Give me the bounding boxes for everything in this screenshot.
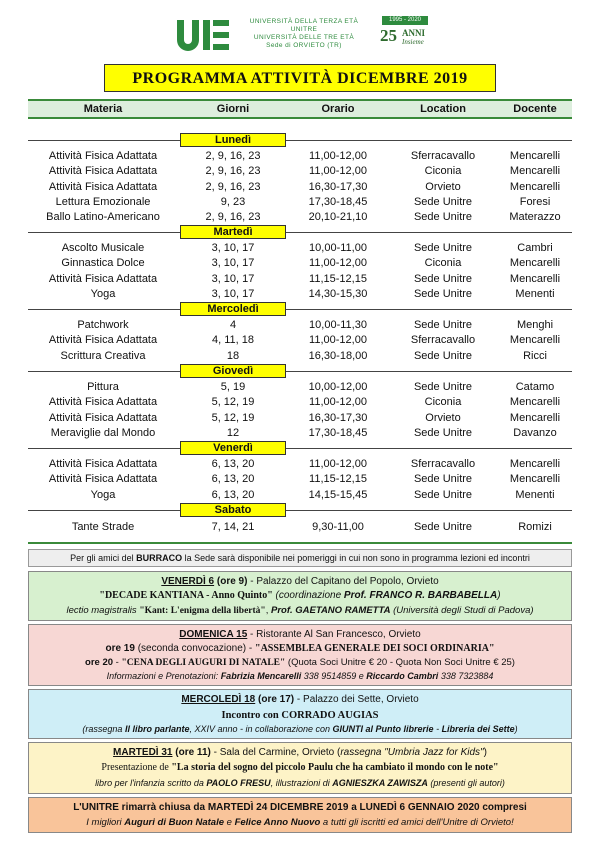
burraco-post: la Sede sarà disponibile nei pomeriggi in cui non sono in programma lezioni ed incontri	[182, 553, 530, 563]
cell-materia: Ginnastica Dolce	[61, 257, 145, 270]
table-row	[28, 426, 572, 440]
event-4-line-1	[29, 747, 571, 758]
event-assemblea	[28, 624, 572, 686]
cell-location: Sede Unitre	[413, 381, 473, 393]
event-2-info: Informazioni e Prenotazioni:	[106, 671, 221, 681]
anni-insieme: Insieme	[402, 38, 424, 46]
anni-number: 25	[380, 26, 397, 45]
cell-location: Ciconia	[424, 165, 462, 178]
event-4-libro-3: (presenti gli autori)	[427, 778, 505, 788]
event-2-contact-1: Fabrizia Mencarelli	[220, 671, 302, 681]
cell-giorni: 12	[226, 426, 240, 439]
cell-materia: Yoga	[90, 488, 116, 501]
event-2-tel-2: 338 7323884	[438, 671, 494, 681]
cell-location: Sede Unitre	[413, 319, 473, 331]
cell-docente: Mencarelli	[509, 165, 561, 178]
cell-location: Orvieto	[425, 180, 461, 193]
cell-giorni: 9, 23	[220, 195, 246, 208]
table-row	[28, 472, 572, 486]
burraco-notice	[28, 549, 572, 567]
table-row	[28, 380, 572, 394]
event-2-line-1	[29, 629, 571, 640]
cell-materia: Attività Fisica Adattata	[48, 150, 158, 162]
table-row	[28, 395, 572, 409]
cell-orario: 11,00-12,00	[309, 165, 367, 178]
cell-location: Sede Unitre	[413, 426, 473, 439]
anniversary-badge	[378, 16, 438, 52]
cell-orario: 11,15-12,15	[309, 473, 367, 486]
table-row	[28, 333, 572, 347]
event-3-line-2	[29, 709, 571, 721]
anni-years: 1995 - 2020	[382, 16, 428, 25]
table-row	[28, 164, 572, 178]
event-4-pres: Presentazione de	[101, 762, 172, 773]
cell-location: Sede Unitre	[413, 272, 473, 285]
cell-orario: 11,00-12,00	[309, 257, 367, 270]
event-3-place: - Palazzo dei Sette, Orvieto	[294, 694, 419, 705]
burraco-pre: Per gli amici del	[70, 553, 137, 563]
event-4-line-2	[29, 762, 571, 773]
event-3-rass-4: )	[514, 724, 518, 734]
cell-orario: 20,10-21,10	[308, 211, 368, 224]
event-2-ore20: ore 20	[85, 657, 114, 668]
event-1-place: - Palazzo del Capitano del Popolo, Orvieto	[247, 576, 439, 587]
table-row	[28, 256, 572, 270]
event-4-libro-1: libro per l'infanzia scritto da	[95, 778, 207, 788]
cell-materia: Tante Strade	[71, 521, 135, 533]
closing-line-2	[29, 817, 571, 828]
cell-docente: Mencarelli	[509, 257, 561, 270]
event-3-rass-name: Il libro parlante	[124, 724, 190, 734]
cell-materia: Attività Fisica Adattata	[48, 334, 158, 347]
event-3-giunti: GIUNTI al Punto librerie	[332, 724, 434, 734]
closing-line-1: L'UNITRE rimarrà chiusa da MARTEDÌ 24 DICEMBRE 2019 a LUNEDÌ 6 GENNAIO 2020 compresi	[73, 802, 527, 813]
cell-materia: Pittura	[87, 381, 119, 393]
event-1-lectio: lectio magistralis	[66, 605, 140, 616]
cell-docente: Mencarelli	[509, 473, 561, 486]
cell-giorni: 3, 10, 17	[211, 242, 255, 254]
event-decade-kantiana	[28, 571, 572, 621]
cell-orario: 16,30-17,30	[308, 411, 368, 424]
cell-orario: 16,30-17,30	[308, 180, 368, 193]
table-row	[28, 149, 572, 163]
day-label: Lunedì	[180, 133, 286, 147]
event-4-date: MARTEDÌ 31	[113, 747, 173, 758]
event-4-author: PAOLO FRESU	[206, 778, 271, 788]
cell-docente: Menghi	[516, 319, 554, 331]
event-1-title: "DECADE KANTIANA - Anno Quinto"	[99, 590, 273, 601]
table-row	[28, 287, 572, 301]
event-2-tel-1: 338 9514859 e	[301, 671, 367, 681]
table-row	[28, 180, 572, 194]
cell-location: Ciconia	[424, 396, 462, 409]
cell-materia: Attività Fisica Adattata	[48, 396, 158, 409]
table-row	[28, 241, 572, 255]
cell-location: Sede Unitre	[413, 521, 473, 533]
uni-line-3: UNIVERSITÀ DELLE TRE ETÀ	[253, 34, 355, 41]
day-separator	[28, 510, 572, 511]
event-4-illustr: AGNIESZKA ZAWISZA	[332, 778, 428, 788]
cell-materia: Attività Fisica Adattata	[48, 180, 158, 193]
cell-location: Sferracavallo	[410, 334, 476, 347]
table-row	[28, 457, 572, 471]
day-separator	[28, 140, 572, 141]
cell-orario: 10,00-11,30	[309, 319, 367, 331]
event-3-line-3	[29, 724, 571, 734]
cell-docente: Menenti	[515, 488, 555, 501]
cell-orario: 11,00-12,00	[309, 458, 367, 470]
col-materia: Materia	[83, 103, 123, 115]
cell-giorni: 6, 13, 20	[211, 488, 255, 501]
table-row	[28, 318, 572, 332]
cell-materia: Yoga	[90, 287, 116, 300]
cell-giorni: 2, 9, 16, 23	[205, 211, 261, 224]
event-1-lectio-title: "Kant: L'enigma della libertà"	[139, 606, 266, 616]
col-docente: Docente	[513, 103, 557, 115]
cell-materia: Patchwork	[77, 319, 129, 331]
event-3-rass-1: (rassegna	[82, 724, 125, 734]
event-4-book: "La storia del sogno del piccolo Paulu che ha cambiato il mondo con le note"	[171, 762, 499, 773]
burraco-bold: BURRACO	[136, 553, 183, 563]
table-row	[28, 411, 572, 425]
cell-location: Sede Unitre	[413, 287, 473, 300]
cell-giorni: 6, 13, 20	[211, 458, 255, 470]
day-label: Martedì	[180, 225, 286, 239]
cell-docente: Cambri	[517, 242, 553, 254]
event-2-dash: -	[113, 657, 122, 668]
event-2-line-4	[29, 671, 571, 681]
event-2-quota: (Quota Soci Unitre € 20 - Quota Non Soci Unitre € 25)	[285, 657, 515, 668]
cell-giorni: 2, 9, 16, 23	[205, 180, 261, 193]
closing-2e: a tutti gli iscritti ed amici dell'Unitre di Orvieto!	[320, 817, 514, 828]
closing-2b: Auguri di Buon Natale	[124, 817, 225, 828]
cell-location: Sede Unitre	[413, 488, 473, 501]
cell-giorni: 3, 10, 17	[211, 272, 255, 285]
unitre-logo-icon	[175, 18, 231, 52]
table-row	[28, 349, 572, 363]
event-1-date: VENERDÌ 6	[161, 576, 215, 587]
closing-2c: e	[224, 817, 235, 828]
event-2-cena: "CENA DEGLI AUGURI DI NATALE"	[121, 658, 286, 668]
col-orario: Orario	[321, 103, 355, 115]
cell-docente: Mencarelli	[509, 411, 561, 424]
cell-orario: 17,30-18,45	[308, 195, 368, 208]
cell-orario: 17,30-18,45	[308, 426, 368, 439]
cell-materia: Meraviglie dal Mondo	[50, 426, 156, 439]
event-3-date: MERCOLEDÌ 18	[181, 694, 256, 705]
cell-materia: Attività Fisica Adattata	[48, 272, 158, 285]
closing-2d: Felice Anno Nuovo	[234, 817, 321, 828]
event-1-coord-end: )	[497, 590, 501, 601]
cell-docente: Mencarelli	[509, 150, 561, 162]
uni-line-2: UNITRE	[290, 26, 318, 33]
cell-location: Sferracavallo	[410, 458, 476, 470]
header	[0, 0, 600, 60]
page-title: PROGRAMMA ATTIVITÀ DICEMBRE 2019	[104, 64, 496, 92]
event-2-line-2	[29, 643, 571, 654]
cell-giorni: 4	[229, 319, 237, 331]
cell-docente: Ricci	[523, 349, 547, 362]
event-1-line-3	[29, 605, 571, 616]
event-4-place: - Sala del Carmine, Orvieto (	[210, 747, 341, 758]
event-3-time: (ore 17)	[255, 694, 295, 705]
event-1-line-1	[29, 576, 571, 587]
day-separator	[28, 371, 572, 372]
cell-giorni: 5, 12, 19	[211, 411, 255, 424]
table-row	[28, 195, 572, 209]
cell-materia: Ballo Latino-Americano	[46, 211, 160, 224]
cell-materia: Attività Fisica Adattata	[48, 411, 158, 424]
cell-giorni: 7, 14, 21	[211, 521, 255, 533]
event-4-place-end: )	[483, 747, 487, 758]
event-1-univ: (Università degli Studi di Padova)	[390, 605, 534, 616]
event-2-place: - Ristorante Al San Francesco, Orvieto	[247, 629, 421, 640]
event-4-line-3	[29, 778, 571, 788]
cell-giorni: 3, 10, 17	[211, 287, 255, 300]
day-label: Giovedì	[180, 364, 286, 378]
event-augias	[28, 689, 572, 739]
event-3-rass-3: -	[433, 724, 442, 734]
cell-location: Sede Unitre	[413, 242, 473, 254]
event-2-assemblea: "ASSEMBLEA GENERALE DEI SOCI ORDINARIA"	[255, 643, 495, 654]
cell-docente: Mencarelli	[509, 180, 561, 193]
cell-orario: 11,15-12,15	[309, 272, 367, 285]
event-1-line-2	[29, 590, 571, 601]
cell-giorni: 5, 12, 19	[211, 396, 255, 409]
cell-giorni: 3, 10, 17	[211, 257, 255, 270]
table-bottom-border	[28, 542, 572, 544]
cell-docente: Romizi	[518, 521, 552, 533]
anni-word: ANNI	[402, 28, 426, 38]
table-header	[28, 99, 572, 119]
cell-giorni: 5, 19	[220, 381, 246, 393]
table-row	[28, 488, 572, 502]
col-giorni: Giorni	[216, 103, 250, 115]
day-separator	[28, 448, 572, 449]
cell-giorni: 6, 13, 20	[211, 473, 255, 486]
cell-materia: Lettura Emozionale	[55, 195, 151, 208]
university-name	[238, 18, 370, 50]
col-location: Location	[420, 103, 466, 115]
event-3-rass-2: , XXIV anno - in collaborazione con	[189, 724, 333, 734]
cell-orario: 14,30-15,30	[308, 287, 368, 300]
event-4-libro-2: , illustrazioni di	[270, 778, 333, 788]
cell-docente: Davanzo	[513, 426, 557, 439]
event-1-time: (ore 9)	[214, 576, 248, 587]
day-label: Mercoledì	[180, 302, 286, 316]
cell-orario: 14,15-15,45	[308, 488, 368, 501]
event-1-coord: (coordinazione	[272, 590, 344, 601]
event-2-contact-2: Riccardo Cambri	[366, 671, 439, 681]
closing-notice	[28, 797, 572, 833]
event-1-prof: Prof. GAETANO RAMETTA	[270, 605, 391, 616]
cell-location: Sede Unitre	[413, 349, 473, 362]
table-row	[28, 210, 572, 224]
day-separator	[28, 309, 572, 310]
cell-orario: 10,00-11,00	[309, 242, 367, 254]
cell-orario: 10,00-12,00	[308, 381, 368, 393]
cell-materia: Ascolto Musicale	[61, 242, 145, 254]
cell-orario: 11,00-12,00	[309, 396, 367, 409]
cell-giorni: 2, 9, 16, 23	[205, 150, 261, 162]
day-label: Venerdì	[180, 441, 286, 455]
cell-location: Orvieto	[425, 411, 461, 424]
event-2-date: DOMENICA 15	[179, 629, 248, 640]
cell-giorni: 2, 9, 16, 23	[205, 165, 261, 178]
cell-docente: Mencarelli	[509, 396, 561, 409]
cell-materia: Scrittura Creativa	[60, 349, 146, 362]
table-row	[28, 520, 572, 534]
cell-location: Ciconia	[424, 257, 462, 270]
cell-docente: Mencarelli	[509, 272, 561, 285]
day-label: Sabato	[180, 503, 286, 517]
cell-orario: 9,30-11,00	[312, 521, 364, 533]
event-paulu	[28, 742, 572, 794]
cell-docente: Materazzo	[509, 211, 561, 224]
event-4-rassegna: rassegna "Umbria Jazz for Kids"	[340, 747, 484, 758]
event-3-title: Incontro con CORRADO AUGIAS	[221, 710, 379, 721]
cell-location: Sferracavallo	[410, 150, 476, 162]
event-2-line-3	[29, 657, 571, 668]
event-1-coord-name: Prof. FRANCO R. BARBABELLA	[343, 590, 498, 601]
event-2-ore19: ore 19	[105, 643, 135, 654]
cell-location: Sede Unitre	[413, 211, 473, 224]
cell-materia: Attività Fisica Adattata	[48, 458, 158, 470]
cell-docente: Mencarelli	[509, 334, 561, 347]
event-2-conv: (seconda convocazione) -	[134, 643, 256, 654]
event-1-sep: ,	[265, 605, 271, 616]
cell-materia: Attività Fisica Adattata	[48, 473, 158, 486]
cell-docente: Foresi	[519, 195, 551, 208]
event-3-libreria: Libreria dei Sette	[441, 724, 515, 734]
cell-docente: Menenti	[515, 287, 555, 300]
cell-location: Sede Unitre	[413, 195, 473, 208]
cell-docente: Catamo	[515, 381, 555, 393]
event-3-line-1	[29, 694, 571, 705]
uni-line-1: UNIVERSITÀ DELLA TERZA ETÀ	[249, 18, 359, 25]
uni-sede: Sede di ORVIETO (TR)	[266, 42, 342, 49]
cell-orario: 11,00-12,00	[309, 150, 367, 162]
cell-orario: 16,30-18,00	[308, 349, 368, 362]
cell-giorni: 4, 11, 18	[212, 334, 254, 347]
cell-materia: Attività Fisica Adattata	[48, 165, 158, 178]
event-4-time: (ore 11)	[172, 747, 211, 758]
cell-docente: Mencarelli	[509, 458, 561, 470]
cell-giorni: 18	[226, 349, 240, 362]
day-separator	[28, 232, 572, 233]
cell-location: Sede Unitre	[413, 473, 473, 486]
closing-2a: I migliori	[86, 817, 125, 828]
cell-orario: 11,00-12,00	[309, 334, 367, 347]
table-row	[28, 272, 572, 286]
